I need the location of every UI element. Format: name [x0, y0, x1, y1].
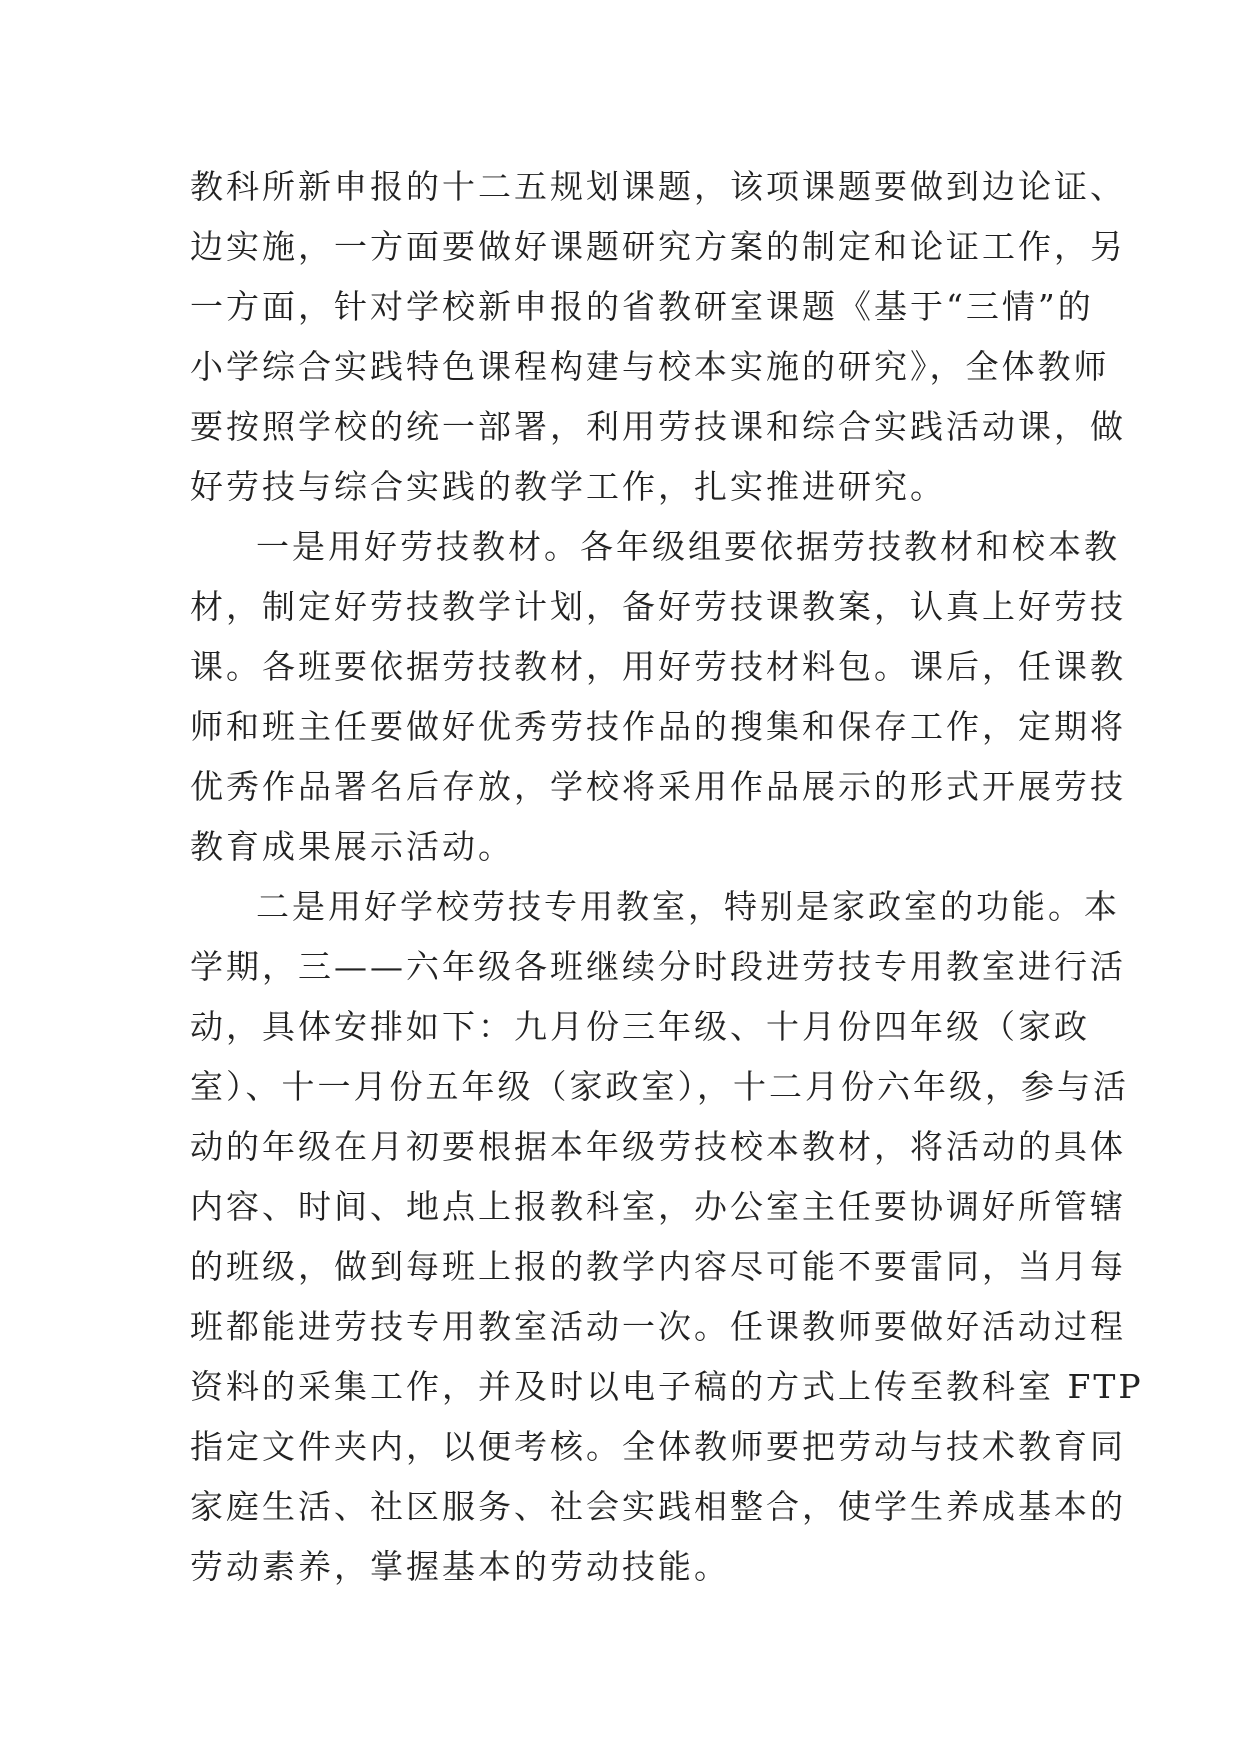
text-line: 的班级，做到每班上报的教学内容尽可能不要雷同，当月每 [190, 1247, 1126, 1286]
text-line: 师和班主任要做好优秀劳技作品的搜集和保存工作，定期将 [190, 707, 1126, 746]
text-line: 好劳技与综合实践的教学工作，扎实推进研究。 [190, 467, 946, 506]
text-line: 材，制定好劳技教学计划，备好劳技课教案，认真上好劳技 [190, 587, 1126, 626]
text-line: 教科所新申报的十二五规划课题，该项课题要做到边论证、 [190, 167, 1126, 206]
text-line: 教育成果展示活动。 [190, 827, 514, 866]
text-line: 动，具体安排如下：九月份三年级、十月份四年级（家政 [190, 1007, 1090, 1046]
text-line: 要按照学校的统一部署，利用劳技课和综合实践活动课，做 [190, 407, 1126, 446]
text-line: 班都能进劳技专用教室活动一次。任课教师要做好活动过程 [190, 1307, 1126, 1346]
text-line: 小学综合实践特色课程构建与校本实施的研究》，全体教师 [190, 347, 1110, 386]
text-line: 内容、时间、地点上报教科室，办公室主任要协调好所管辖 [190, 1187, 1126, 1226]
text-line: 边实施，一方面要做好课题研究方案的制定和论证工作，另 [190, 227, 1126, 266]
text-line: 优秀作品署名后存放，学校将采用作品展示的形式开展劳技 [190, 767, 1126, 806]
text-line: 资料的采集工作，并及时以电子稿的方式上传至教科室 FTP [190, 1367, 1144, 1406]
text-line: 动的年级在月初要根据本年级劳技校本教材，将活动的具体 [190, 1127, 1126, 1166]
text-line: 家庭生活、社区服务、社会实践相整合，使学生养成基本的 [190, 1487, 1126, 1526]
paragraph-first-line: 二是用好学校劳技专用教室，特别是家政室的功能。本 [256, 887, 1120, 926]
text-line: 室）、十一月份五年级（家政室），十二月份六年级，参与活 [190, 1067, 1129, 1106]
text-line: 劳动素养，掌握基本的劳动技能。 [190, 1547, 730, 1586]
body-text [190, 157, 1144, 1597]
text-line: 一方面，针对学校新申报的省教研室课题《基于“三情”的 [190, 287, 1094, 326]
paragraph-first-line: 一是用好劳技教材。各年级组要依据劳技教材和校本教 [256, 527, 1120, 566]
text-line: 课。各班要依据劳技教材，用好劳技材料包。课后，任课教 [190, 647, 1126, 686]
text-line: 指定文件夹内，以便考核。全体教师要把劳动与技术教育同 [190, 1427, 1126, 1466]
text-line: 学期，三——六年级各班继续分时段进劳技专用教室进行活 [190, 947, 1126, 986]
